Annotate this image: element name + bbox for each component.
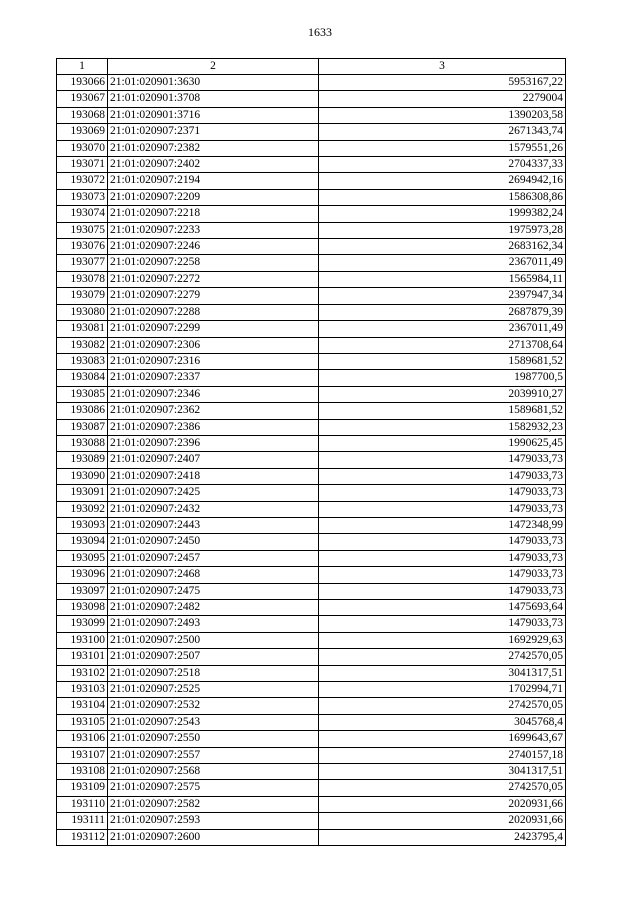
table-row xyxy=(57,157,566,173)
cadastral-number: 21:01:020907:2396 xyxy=(108,435,319,451)
cadastral-value: 2671343,74 xyxy=(319,124,566,140)
column-header-3: 3 xyxy=(319,59,566,75)
cadastral-number: 21:01:020907:2258 xyxy=(108,255,319,271)
row-number: 193101 xyxy=(57,649,108,665)
row-number: 193084 xyxy=(57,370,108,386)
table-header-row xyxy=(57,59,566,75)
cadastral-number: 21:01:020907:2346 xyxy=(108,386,319,402)
table-row xyxy=(57,649,566,665)
cadastral-value: 2742570,05 xyxy=(319,698,566,714)
cadastral-value: 2740157,18 xyxy=(319,747,566,763)
row-number: 193095 xyxy=(57,550,108,566)
cadastral-number: 21:01:020907:2386 xyxy=(108,419,319,435)
row-number: 193086 xyxy=(57,403,108,419)
cadastral-value: 3041317,51 xyxy=(319,665,566,681)
row-number: 193102 xyxy=(57,665,108,681)
row-number: 193111 xyxy=(57,813,108,829)
cadastral-number: 21:01:020907:2407 xyxy=(108,452,319,468)
table-row xyxy=(57,353,566,369)
table-row xyxy=(57,337,566,353)
cadastral-number: 21:01:020907:2532 xyxy=(108,698,319,714)
row-number: 193091 xyxy=(57,485,108,501)
table-row xyxy=(57,189,566,205)
row-number: 193072 xyxy=(57,173,108,189)
cadastral-value: 1586308,86 xyxy=(319,189,566,205)
row-number: 193087 xyxy=(57,419,108,435)
table-row xyxy=(57,632,566,648)
row-number: 193077 xyxy=(57,255,108,271)
column-header-2: 2 xyxy=(108,59,319,75)
cadastral-value: 1987700,5 xyxy=(319,370,566,386)
row-number: 193108 xyxy=(57,764,108,780)
cadastral-value: 3045768,4 xyxy=(319,714,566,730)
cadastral-number: 21:01:020907:2306 xyxy=(108,337,319,353)
row-number: 193066 xyxy=(57,75,108,91)
table-row xyxy=(57,370,566,386)
table-row xyxy=(57,682,566,698)
table-row xyxy=(57,583,566,599)
cadastral-number: 21:01:020907:2337 xyxy=(108,370,319,386)
cadastral-number: 21:01:020907:2382 xyxy=(108,140,319,156)
cadastral-number: 21:01:020907:2593 xyxy=(108,813,319,829)
row-number: 193073 xyxy=(57,189,108,205)
cadastral-number: 21:01:020907:2233 xyxy=(108,222,319,238)
row-number: 193070 xyxy=(57,140,108,156)
table-body xyxy=(57,75,566,846)
cadastral-number: 21:01:020907:2525 xyxy=(108,682,319,698)
cadastral-value: 1699643,67 xyxy=(319,731,566,747)
cadastral-value: 3041317,51 xyxy=(319,764,566,780)
row-number: 193103 xyxy=(57,682,108,698)
row-number: 193097 xyxy=(57,583,108,599)
row-number: 193088 xyxy=(57,435,108,451)
row-number: 193096 xyxy=(57,567,108,583)
table-row xyxy=(57,731,566,747)
cadastral-number: 21:01:020907:2246 xyxy=(108,239,319,255)
table-row xyxy=(57,829,566,845)
row-number: 193099 xyxy=(57,616,108,632)
row-number: 193090 xyxy=(57,468,108,484)
cadastral-value: 2742570,05 xyxy=(319,649,566,665)
cadastral-number: 21:01:020907:2418 xyxy=(108,468,319,484)
row-number: 193075 xyxy=(57,222,108,238)
cadastral-value: 2039910,27 xyxy=(319,386,566,402)
cadastral-value: 2367011,49 xyxy=(319,321,566,337)
cadastral-number: 21:01:020907:2557 xyxy=(108,747,319,763)
cadastral-value: 1475693,64 xyxy=(319,600,566,616)
cadastral-number: 21:01:020907:2425 xyxy=(108,485,319,501)
cadastral-number: 21:01:020907:2568 xyxy=(108,764,319,780)
cadastral-number: 21:01:020907:2272 xyxy=(108,271,319,287)
cadastral-number: 21:01:020901:3630 xyxy=(108,75,319,91)
cadastral-number: 21:01:020907:2600 xyxy=(108,829,319,845)
cadastral-value: 1479033,73 xyxy=(319,468,566,484)
table-row xyxy=(57,255,566,271)
row-number: 193098 xyxy=(57,600,108,616)
cadastral-value: 2397947,34 xyxy=(319,288,566,304)
row-number: 193110 xyxy=(57,796,108,812)
table-row xyxy=(57,600,566,616)
data-table xyxy=(56,58,566,846)
page-number: 1633 xyxy=(308,25,332,39)
cadastral-value: 1479033,73 xyxy=(319,452,566,468)
table-row xyxy=(57,714,566,730)
row-number: 193080 xyxy=(57,304,108,320)
table-row xyxy=(57,435,566,451)
row-number: 193094 xyxy=(57,534,108,550)
cadastral-value: 5953167,22 xyxy=(319,75,566,91)
cadastral-value: 1479033,73 xyxy=(319,534,566,550)
cadastral-number: 21:01:020907:2582 xyxy=(108,796,319,812)
table-row xyxy=(57,386,566,402)
table-row xyxy=(57,517,566,533)
cadastral-value: 1582932,23 xyxy=(319,419,566,435)
row-number: 193083 xyxy=(57,353,108,369)
table-row xyxy=(57,91,566,107)
table-row xyxy=(57,485,566,501)
cadastral-value: 1692929,63 xyxy=(319,632,566,648)
table-row xyxy=(57,468,566,484)
column-header-1: 1 xyxy=(57,59,108,75)
table-row xyxy=(57,75,566,91)
cadastral-value: 1589681,52 xyxy=(319,353,566,369)
cadastral-value: 1479033,73 xyxy=(319,583,566,599)
cadastral-value: 1579551,26 xyxy=(319,140,566,156)
cadastral-number: 21:01:020907:2316 xyxy=(108,353,319,369)
table-row xyxy=(57,452,566,468)
table-row xyxy=(57,764,566,780)
cadastral-value: 2020931,66 xyxy=(319,813,566,829)
cadastral-number: 21:01:020907:2279 xyxy=(108,288,319,304)
row-number: 193082 xyxy=(57,337,108,353)
table-row xyxy=(57,780,566,796)
cadastral-number: 21:01:020907:2493 xyxy=(108,616,319,632)
row-number: 193081 xyxy=(57,321,108,337)
cadastral-value: 1565984,11 xyxy=(319,271,566,287)
row-number: 193079 xyxy=(57,288,108,304)
row-number: 193069 xyxy=(57,124,108,140)
table-row xyxy=(57,206,566,222)
table-row xyxy=(57,288,566,304)
cadastral-value: 2694942,16 xyxy=(319,173,566,189)
table-row xyxy=(57,304,566,320)
table-row xyxy=(57,698,566,714)
row-number: 193068 xyxy=(57,107,108,123)
cadastral-number: 21:01:020901:3716 xyxy=(108,107,319,123)
cadastral-value: 1479033,73 xyxy=(319,567,566,583)
cadastral-value: 1479033,73 xyxy=(319,485,566,501)
table-row xyxy=(57,665,566,681)
cadastral-value: 1975973,28 xyxy=(319,222,566,238)
cadastral-number: 21:01:020907:2500 xyxy=(108,632,319,648)
table-row xyxy=(57,124,566,140)
cadastral-value: 2367011,49 xyxy=(319,255,566,271)
cadastral-number: 21:01:020907:2194 xyxy=(108,173,319,189)
cadastral-value: 1999382,24 xyxy=(319,206,566,222)
table-row xyxy=(57,550,566,566)
cadastral-value: 2742570,05 xyxy=(319,780,566,796)
cadastral-number: 21:01:020907:2575 xyxy=(108,780,319,796)
cadastral-value: 2020931,66 xyxy=(319,796,566,812)
table-row xyxy=(57,796,566,812)
cadastral-number: 21:01:020907:2432 xyxy=(108,501,319,517)
row-number: 193105 xyxy=(57,714,108,730)
cadastral-number: 21:01:020907:2288 xyxy=(108,304,319,320)
table-row xyxy=(57,747,566,763)
table-row xyxy=(57,321,566,337)
cadastral-value: 1479033,73 xyxy=(319,550,566,566)
cadastral-value: 2704337,33 xyxy=(319,157,566,173)
table-row xyxy=(57,813,566,829)
table-row xyxy=(57,140,566,156)
row-number: 193067 xyxy=(57,91,108,107)
table-row xyxy=(57,173,566,189)
row-number: 193106 xyxy=(57,731,108,747)
cadastral-value: 1479033,73 xyxy=(319,616,566,632)
cadastral-value: 2687879,39 xyxy=(319,304,566,320)
cadastral-number: 21:01:020907:2450 xyxy=(108,534,319,550)
cadastral-number: 21:01:020907:2550 xyxy=(108,731,319,747)
row-number: 193112 xyxy=(57,829,108,845)
table-row xyxy=(57,107,566,123)
cadastral-value: 2423795,4 xyxy=(319,829,566,845)
cadastral-value: 1472348,99 xyxy=(319,517,566,533)
cadastral-value: 1479033,73 xyxy=(319,501,566,517)
row-number: 193089 xyxy=(57,452,108,468)
row-number: 193107 xyxy=(57,747,108,763)
cadastral-number: 21:01:020907:2218 xyxy=(108,206,319,222)
row-number: 193100 xyxy=(57,632,108,648)
cadastral-number: 21:01:020907:2371 xyxy=(108,124,319,140)
cadastral-value: 2279004 xyxy=(319,91,566,107)
cadastral-number: 21:01:020907:2507 xyxy=(108,649,319,665)
row-number: 193074 xyxy=(57,206,108,222)
table-row xyxy=(57,616,566,632)
row-number: 193104 xyxy=(57,698,108,714)
table-row xyxy=(57,419,566,435)
table-row xyxy=(57,534,566,550)
table-row xyxy=(57,403,566,419)
cadastral-value: 1589681,52 xyxy=(319,403,566,419)
row-number: 193071 xyxy=(57,157,108,173)
cadastral-number: 21:01:020907:2518 xyxy=(108,665,319,681)
cadastral-number: 21:01:020907:2482 xyxy=(108,600,319,616)
cadastral-number: 21:01:020901:3708 xyxy=(108,91,319,107)
cadastral-number: 21:01:020907:2443 xyxy=(108,517,319,533)
cadastral-value: 1702994,71 xyxy=(319,682,566,698)
row-number: 193092 xyxy=(57,501,108,517)
cadastral-value: 2683162,34 xyxy=(319,239,566,255)
cadastral-number: 21:01:020907:2468 xyxy=(108,567,319,583)
row-number: 193093 xyxy=(57,517,108,533)
row-number: 193109 xyxy=(57,780,108,796)
cadastral-number: 21:01:020907:2457 xyxy=(108,550,319,566)
cadastral-number: 21:01:020907:2543 xyxy=(108,714,319,730)
cadastral-number: 21:01:020907:2402 xyxy=(108,157,319,173)
table-row xyxy=(57,239,566,255)
cadastral-number: 21:01:020907:2209 xyxy=(108,189,319,205)
table-row xyxy=(57,501,566,517)
row-number: 193078 xyxy=(57,271,108,287)
cadastral-number: 21:01:020907:2475 xyxy=(108,583,319,599)
table-row xyxy=(57,222,566,238)
cadastral-value: 1390203,58 xyxy=(319,107,566,123)
table-row xyxy=(57,567,566,583)
cadastral-value: 1990625,45 xyxy=(319,435,566,451)
cadastral-value: 2713708,64 xyxy=(319,337,566,353)
cadastral-number: 21:01:020907:2362 xyxy=(108,403,319,419)
row-number: 193076 xyxy=(57,239,108,255)
cadastral-number: 21:01:020907:2299 xyxy=(108,321,319,337)
row-number: 193085 xyxy=(57,386,108,402)
table-row xyxy=(57,271,566,287)
